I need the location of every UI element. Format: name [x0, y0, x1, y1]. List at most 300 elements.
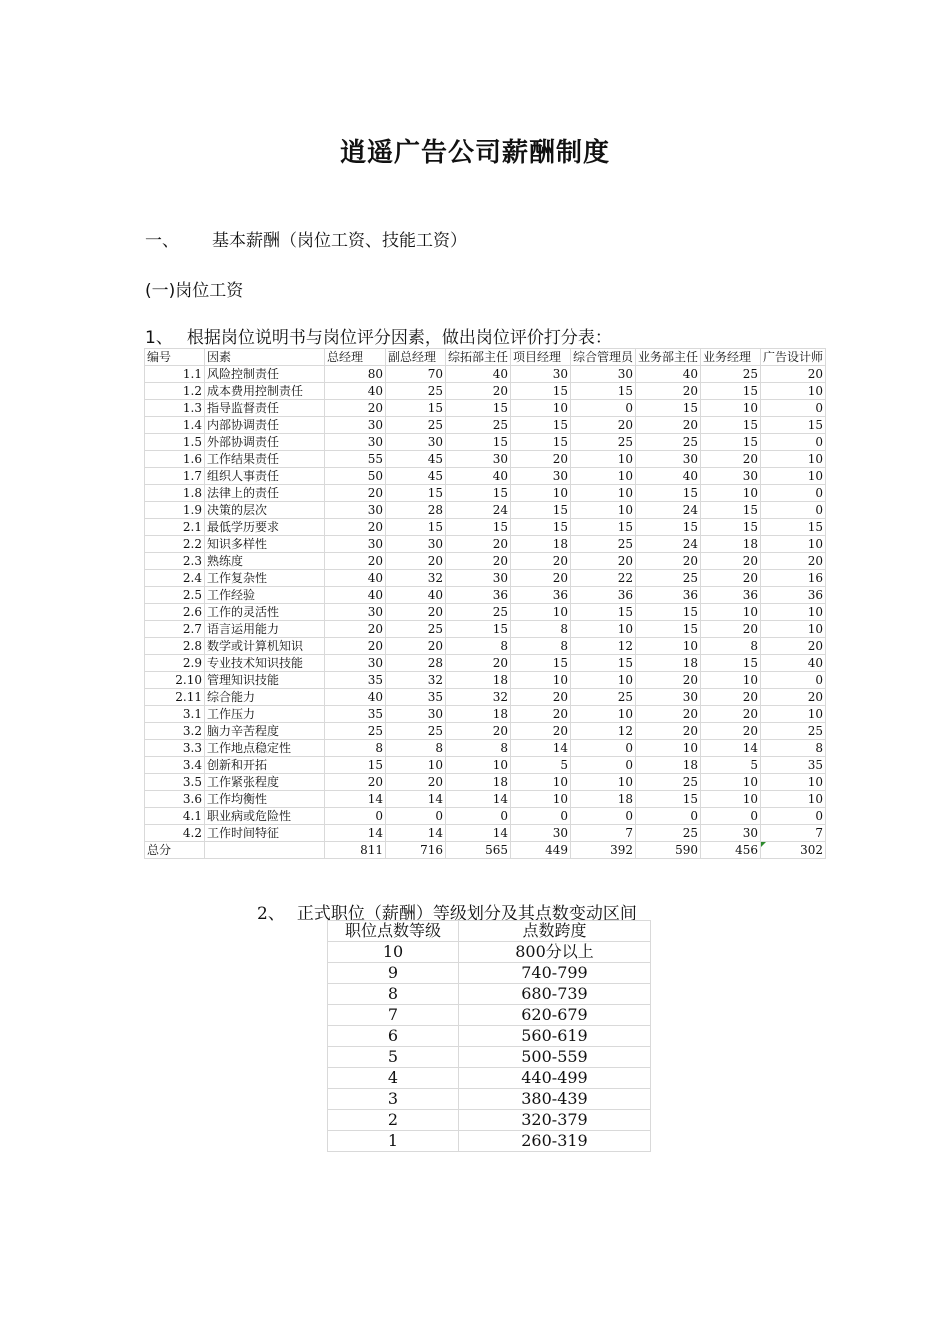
grade-row [328, 984, 651, 1005]
column-header: 业务部主任 [636, 349, 701, 366]
factor-code: 4.1 [145, 808, 205, 825]
table-row [145, 689, 826, 706]
score-cell: 10 [571, 485, 636, 502]
score-cell: 8 [325, 740, 386, 757]
score-cell: 24 [636, 536, 701, 553]
column-header: 编号 [145, 349, 205, 366]
score-cell: 20 [446, 655, 511, 672]
score-cell: 24 [446, 502, 511, 519]
column-header: 项目经理 [511, 349, 571, 366]
score-cell: 25 [571, 434, 636, 451]
table-row [145, 706, 826, 723]
point-range-cell: 680-739 [459, 984, 651, 1005]
factor-code: 2.9 [145, 655, 205, 672]
score-cell: 20 [325, 774, 386, 791]
score-cell: 20 [325, 553, 386, 570]
score-cell: 40 [386, 587, 446, 604]
table-row [145, 604, 826, 621]
score-cell: 20 [701, 451, 761, 468]
score-cell: 40 [636, 366, 701, 383]
score-cell: 10 [701, 791, 761, 808]
score-cell: 20 [446, 536, 511, 553]
factor-name: 职业病或危险性 [205, 808, 325, 825]
column-header: 因素 [205, 349, 325, 366]
score-cell: 25 [761, 723, 826, 740]
factor-name: 指导监督责任 [205, 400, 325, 417]
score-cell: 0 [325, 808, 386, 825]
score-cell: 20 [571, 417, 636, 434]
score-cell: 10 [761, 706, 826, 723]
item-number: 2、 [257, 904, 285, 924]
factor-name: 成本费用控制责任 [205, 383, 325, 400]
point-range-cell: 320-379 [459, 1110, 651, 1131]
score-cell: 20 [511, 723, 571, 740]
score-cell: 25 [446, 604, 511, 621]
factor-name: 最低学历要求 [205, 519, 325, 536]
factor-code: 2.3 [145, 553, 205, 570]
score-cell: 35 [386, 689, 446, 706]
score-cell: 10 [571, 672, 636, 689]
score-cell: 15 [511, 434, 571, 451]
score-cell: 10 [511, 485, 571, 502]
factor-name: 工作的灵活性 [205, 604, 325, 621]
score-cell: 0 [761, 485, 826, 502]
grade-table-body [328, 921, 651, 1152]
score-cell: 10 [761, 468, 826, 485]
score-cell: 40 [446, 366, 511, 383]
score-cell: 36 [701, 587, 761, 604]
score-cell: 20 [701, 723, 761, 740]
score-cell: 20 [511, 570, 571, 587]
table-row [145, 519, 826, 536]
score-cell: 20 [386, 774, 446, 791]
score-cell: 80 [325, 366, 386, 383]
score-cell: 5 [701, 757, 761, 774]
score-cell: 14 [325, 825, 386, 842]
score-cell: 15 [701, 417, 761, 434]
score-cell: 30 [325, 502, 386, 519]
factor-name: 工作时间特征 [205, 825, 325, 842]
point-range-cell: 740-799 [459, 963, 651, 984]
factor-code: 2.11 [145, 689, 205, 706]
score-cell: 0 [386, 808, 446, 825]
table-row [145, 757, 826, 774]
score-cell: 15 [511, 519, 571, 536]
score-cell: 40 [636, 468, 701, 485]
grade-level-cell: 6 [328, 1026, 459, 1047]
score-cell: 10 [761, 791, 826, 808]
score-cell: 28 [386, 655, 446, 672]
score-cell: 15 [636, 791, 701, 808]
score-cell: 0 [636, 808, 701, 825]
score-cell: 20 [325, 519, 386, 536]
table-row [145, 366, 826, 383]
column-header: 综拓部主任 [446, 349, 511, 366]
score-cell: 15 [636, 400, 701, 417]
score-cell: 14 [386, 791, 446, 808]
column-header: 广告设计师 [761, 349, 826, 366]
score-cell: 14 [325, 791, 386, 808]
score-cell: 20 [701, 706, 761, 723]
score-cell: 30 [701, 825, 761, 842]
score-cell: 14 [446, 791, 511, 808]
grade-level-cell: 7 [328, 1005, 459, 1026]
total-score-cell: 449 [511, 842, 571, 859]
score-cell: 15 [571, 383, 636, 400]
score-cell: 15 [571, 604, 636, 621]
score-cell: 25 [571, 689, 636, 706]
factor-name: 组织人事责任 [205, 468, 325, 485]
table-row [145, 434, 826, 451]
score-cell: 40 [325, 570, 386, 587]
score-cell: 40 [761, 655, 826, 672]
score-cell: 8 [446, 638, 511, 655]
grade-row [328, 963, 651, 984]
factor-name: 工作压力 [205, 706, 325, 723]
table-row [145, 536, 826, 553]
score-cell: 32 [386, 672, 446, 689]
table-row [145, 587, 826, 604]
factor-code: 3.4 [145, 757, 205, 774]
score-cell: 5 [511, 757, 571, 774]
score-cell: 36 [446, 587, 511, 604]
score-cell: 18 [446, 774, 511, 791]
total-score-cell: 590 [636, 842, 701, 859]
factor-name: 综合能力 [205, 689, 325, 706]
score-cell: 20 [571, 553, 636, 570]
score-cell: 0 [571, 757, 636, 774]
score-cell: 20 [325, 400, 386, 417]
score-cell: 15 [761, 417, 826, 434]
score-cell: 8 [386, 740, 446, 757]
score-cell: 12 [571, 723, 636, 740]
score-cell: 25 [636, 825, 701, 842]
score-cell: 22 [571, 570, 636, 587]
score-cell: 20 [701, 570, 761, 587]
score-cell: 20 [636, 706, 701, 723]
score-cell: 15 [386, 519, 446, 536]
point-range-cell: 500-559 [459, 1047, 651, 1068]
score-cell: 8 [701, 638, 761, 655]
score-cell: 45 [386, 468, 446, 485]
grade-level-cell: 9 [328, 963, 459, 984]
score-cell: 25 [386, 383, 446, 400]
factor-code: 3.3 [145, 740, 205, 757]
factor-code: 1.1 [145, 366, 205, 383]
score-cell: 20 [761, 638, 826, 655]
factor-name: 知识多样性 [205, 536, 325, 553]
score-cell: 10 [511, 774, 571, 791]
score-cell: 10 [761, 621, 826, 638]
factor-code: 2.2 [145, 536, 205, 553]
factor-name: 数学或计算机知识 [205, 638, 325, 655]
grade-row [328, 1047, 651, 1068]
score-cell: 0 [761, 400, 826, 417]
factor-name: 决策的层次 [205, 502, 325, 519]
factor-name: 工作紧张程度 [205, 774, 325, 791]
score-cell: 30 [701, 468, 761, 485]
score-cell: 20 [511, 706, 571, 723]
factor-name: 工作地点稳定性 [205, 740, 325, 757]
score-cell: 10 [761, 451, 826, 468]
score-cell: 20 [761, 689, 826, 706]
score-cell: 10 [761, 774, 826, 791]
score-cell: 10 [701, 672, 761, 689]
score-cell: 25 [636, 774, 701, 791]
empty-cell [205, 842, 325, 859]
score-cell: 15 [636, 485, 701, 502]
table-row [145, 825, 826, 842]
point-range-cell: 380-439 [459, 1089, 651, 1110]
score-cell: 20 [701, 553, 761, 570]
score-cell: 0 [571, 740, 636, 757]
score-cell: 15 [636, 604, 701, 621]
table-row [145, 740, 826, 757]
score-cell: 40 [325, 383, 386, 400]
total-label: 总分 [145, 842, 205, 859]
score-cell: 20 [511, 553, 571, 570]
section-heading-basic-salary [145, 226, 467, 251]
total-score-cell: 565 [446, 842, 511, 859]
score-cell: 10 [761, 383, 826, 400]
score-cell: 10 [571, 706, 636, 723]
factor-code: 2.6 [145, 604, 205, 621]
score-cell: 30 [325, 604, 386, 621]
grade-column-header: 职位点数等级 [328, 921, 459, 942]
score-cell: 24 [636, 502, 701, 519]
score-cell: 20 [636, 383, 701, 400]
factor-name: 内部协调责任 [205, 417, 325, 434]
score-cell: 0 [761, 502, 826, 519]
score-cell: 30 [511, 825, 571, 842]
score-cell: 30 [511, 366, 571, 383]
score-cell: 0 [701, 808, 761, 825]
score-cell: 40 [325, 587, 386, 604]
score-cell: 15 [761, 519, 826, 536]
score-cell: 18 [701, 536, 761, 553]
column-header: 副总经理 [386, 349, 446, 366]
factor-name: 语言运用能力 [205, 621, 325, 638]
score-cell: 30 [446, 451, 511, 468]
factor-name: 专业技术知识技能 [205, 655, 325, 672]
total-score-cell: 811 [325, 842, 386, 859]
grade-row [328, 1026, 651, 1047]
score-cell: 20 [636, 553, 701, 570]
score-cell: 30 [325, 655, 386, 672]
grade-header-row [328, 921, 651, 942]
score-cell: 20 [325, 485, 386, 502]
score-cell: 15 [386, 485, 446, 502]
grade-level-cell: 10 [328, 942, 459, 963]
total-score-cell: 456 [701, 842, 761, 859]
grade-level-cell: 4 [328, 1068, 459, 1089]
score-cell: 30 [511, 468, 571, 485]
score-cell: 10 [511, 791, 571, 808]
factor-code: 2.5 [145, 587, 205, 604]
score-cell: 18 [511, 536, 571, 553]
score-cell: 10 [386, 757, 446, 774]
table-row [145, 774, 826, 791]
grade-level-cell: 3 [328, 1089, 459, 1110]
score-cell: 25 [386, 417, 446, 434]
column-header: 总经理 [325, 349, 386, 366]
factor-code: 2.10 [145, 672, 205, 689]
table-row [145, 570, 826, 587]
factor-name: 脑力辛苦程度 [205, 723, 325, 740]
factor-code: 3.6 [145, 791, 205, 808]
score-cell: 10 [571, 468, 636, 485]
grade-level-cell: 5 [328, 1047, 459, 1068]
score-cell: 18 [571, 791, 636, 808]
score-cell: 15 [446, 434, 511, 451]
grade-row [328, 1089, 651, 1110]
score-cell: 40 [446, 468, 511, 485]
score-cell: 0 [511, 808, 571, 825]
item-number: 1、 [145, 328, 173, 348]
factor-code: 1.8 [145, 485, 205, 502]
score-cell: 8 [511, 621, 571, 638]
score-cell: 30 [636, 689, 701, 706]
table-header-row [145, 349, 826, 366]
score-cell: 50 [325, 468, 386, 485]
score-cell: 18 [446, 706, 511, 723]
section-text: 基本薪酬（岗位工资、技能工资） [212, 231, 467, 251]
score-cell: 25 [636, 434, 701, 451]
score-cell: 32 [386, 570, 446, 587]
grade-row [328, 1110, 651, 1131]
score-cell: 15 [571, 519, 636, 536]
score-cell: 30 [325, 417, 386, 434]
score-cell: 20 [386, 553, 446, 570]
grade-row [328, 1068, 651, 1089]
score-cell: 14 [386, 825, 446, 842]
score-cell: 25 [701, 366, 761, 383]
score-cell: 28 [386, 502, 446, 519]
score-cell: 35 [325, 706, 386, 723]
score-cell: 20 [761, 366, 826, 383]
evaluation-table-body [145, 349, 826, 859]
score-cell: 7 [761, 825, 826, 842]
score-cell: 10 [761, 604, 826, 621]
score-cell: 15 [511, 383, 571, 400]
factor-code: 3.5 [145, 774, 205, 791]
score-cell: 18 [446, 672, 511, 689]
score-cell: 14 [511, 740, 571, 757]
score-cell: 25 [386, 621, 446, 638]
score-cell: 15 [386, 400, 446, 417]
score-cell: 15 [446, 519, 511, 536]
table-row [145, 468, 826, 485]
score-cell: 10 [701, 400, 761, 417]
score-cell: 20 [511, 689, 571, 706]
score-cell: 25 [325, 723, 386, 740]
score-cell: 10 [446, 757, 511, 774]
table-row [145, 621, 826, 638]
score-cell: 10 [701, 774, 761, 791]
score-cell: 8 [761, 740, 826, 757]
factor-name: 创新和开拓 [205, 757, 325, 774]
score-cell: 25 [636, 570, 701, 587]
total-row [145, 842, 826, 859]
factor-code: 1.9 [145, 502, 205, 519]
score-cell: 0 [761, 672, 826, 689]
point-range-cell: 620-679 [459, 1005, 651, 1026]
score-cell: 0 [761, 808, 826, 825]
factor-name: 工作复杂性 [205, 570, 325, 587]
factor-name: 风险控制责任 [205, 366, 325, 383]
total-score-cell: 302 [761, 842, 826, 859]
score-cell: 20 [446, 383, 511, 400]
column-header: 业务经理 [701, 349, 761, 366]
factor-code: 1.7 [145, 468, 205, 485]
score-cell: 36 [636, 587, 701, 604]
grade-level-cell: 8 [328, 984, 459, 1005]
score-cell: 10 [636, 638, 701, 655]
factor-name: 管理知识技能 [205, 672, 325, 689]
score-cell: 70 [386, 366, 446, 383]
score-cell: 15 [571, 655, 636, 672]
point-range-cell: 800分以上 [459, 942, 651, 963]
score-cell: 20 [636, 672, 701, 689]
score-cell: 36 [761, 587, 826, 604]
factor-code: 2.7 [145, 621, 205, 638]
score-cell: 15 [701, 655, 761, 672]
table-row [145, 502, 826, 519]
total-score-cell: 392 [571, 842, 636, 859]
score-cell: 20 [511, 451, 571, 468]
grade-level-cell: 1 [328, 1131, 459, 1152]
score-cell: 15 [446, 400, 511, 417]
score-cell: 15 [511, 655, 571, 672]
factor-code: 4.2 [145, 825, 205, 842]
table-row [145, 723, 826, 740]
item-text: 根据岗位说明书与岗位评分因素，做出岗位评价打分表： [186, 328, 612, 348]
subsection-heading-position-salary: (一)岗位工资 [145, 281, 244, 301]
position-evaluation-table [144, 348, 826, 859]
score-cell: 30 [325, 536, 386, 553]
score-cell: 20 [325, 638, 386, 655]
grade-row [328, 1131, 651, 1152]
score-cell: 10 [636, 740, 701, 757]
score-cell: 0 [446, 808, 511, 825]
score-cell: 15 [636, 621, 701, 638]
score-cell: 25 [446, 417, 511, 434]
score-cell: 15 [636, 519, 701, 536]
table-row [145, 672, 826, 689]
table-row [145, 638, 826, 655]
section-number: 一、 [145, 231, 179, 251]
factor-name: 法律上的责任 [205, 485, 325, 502]
table-row [145, 400, 826, 417]
score-cell: 18 [636, 757, 701, 774]
score-cell: 10 [571, 774, 636, 791]
table-row [145, 553, 826, 570]
point-range-cell: 260-319 [459, 1131, 651, 1152]
score-cell: 15 [446, 485, 511, 502]
score-cell: 10 [761, 536, 826, 553]
factor-code: 3.1 [145, 706, 205, 723]
score-cell: 14 [446, 825, 511, 842]
factor-code: 1.5 [145, 434, 205, 451]
document-title: 逍遥广告公司薪酬制度 [339, 138, 610, 168]
score-cell: 20 [446, 553, 511, 570]
score-cell: 35 [325, 672, 386, 689]
factor-name: 外部协调责任 [205, 434, 325, 451]
score-cell: 35 [761, 757, 826, 774]
score-cell: 45 [386, 451, 446, 468]
factor-code: 1.2 [145, 383, 205, 400]
table-row [145, 417, 826, 434]
